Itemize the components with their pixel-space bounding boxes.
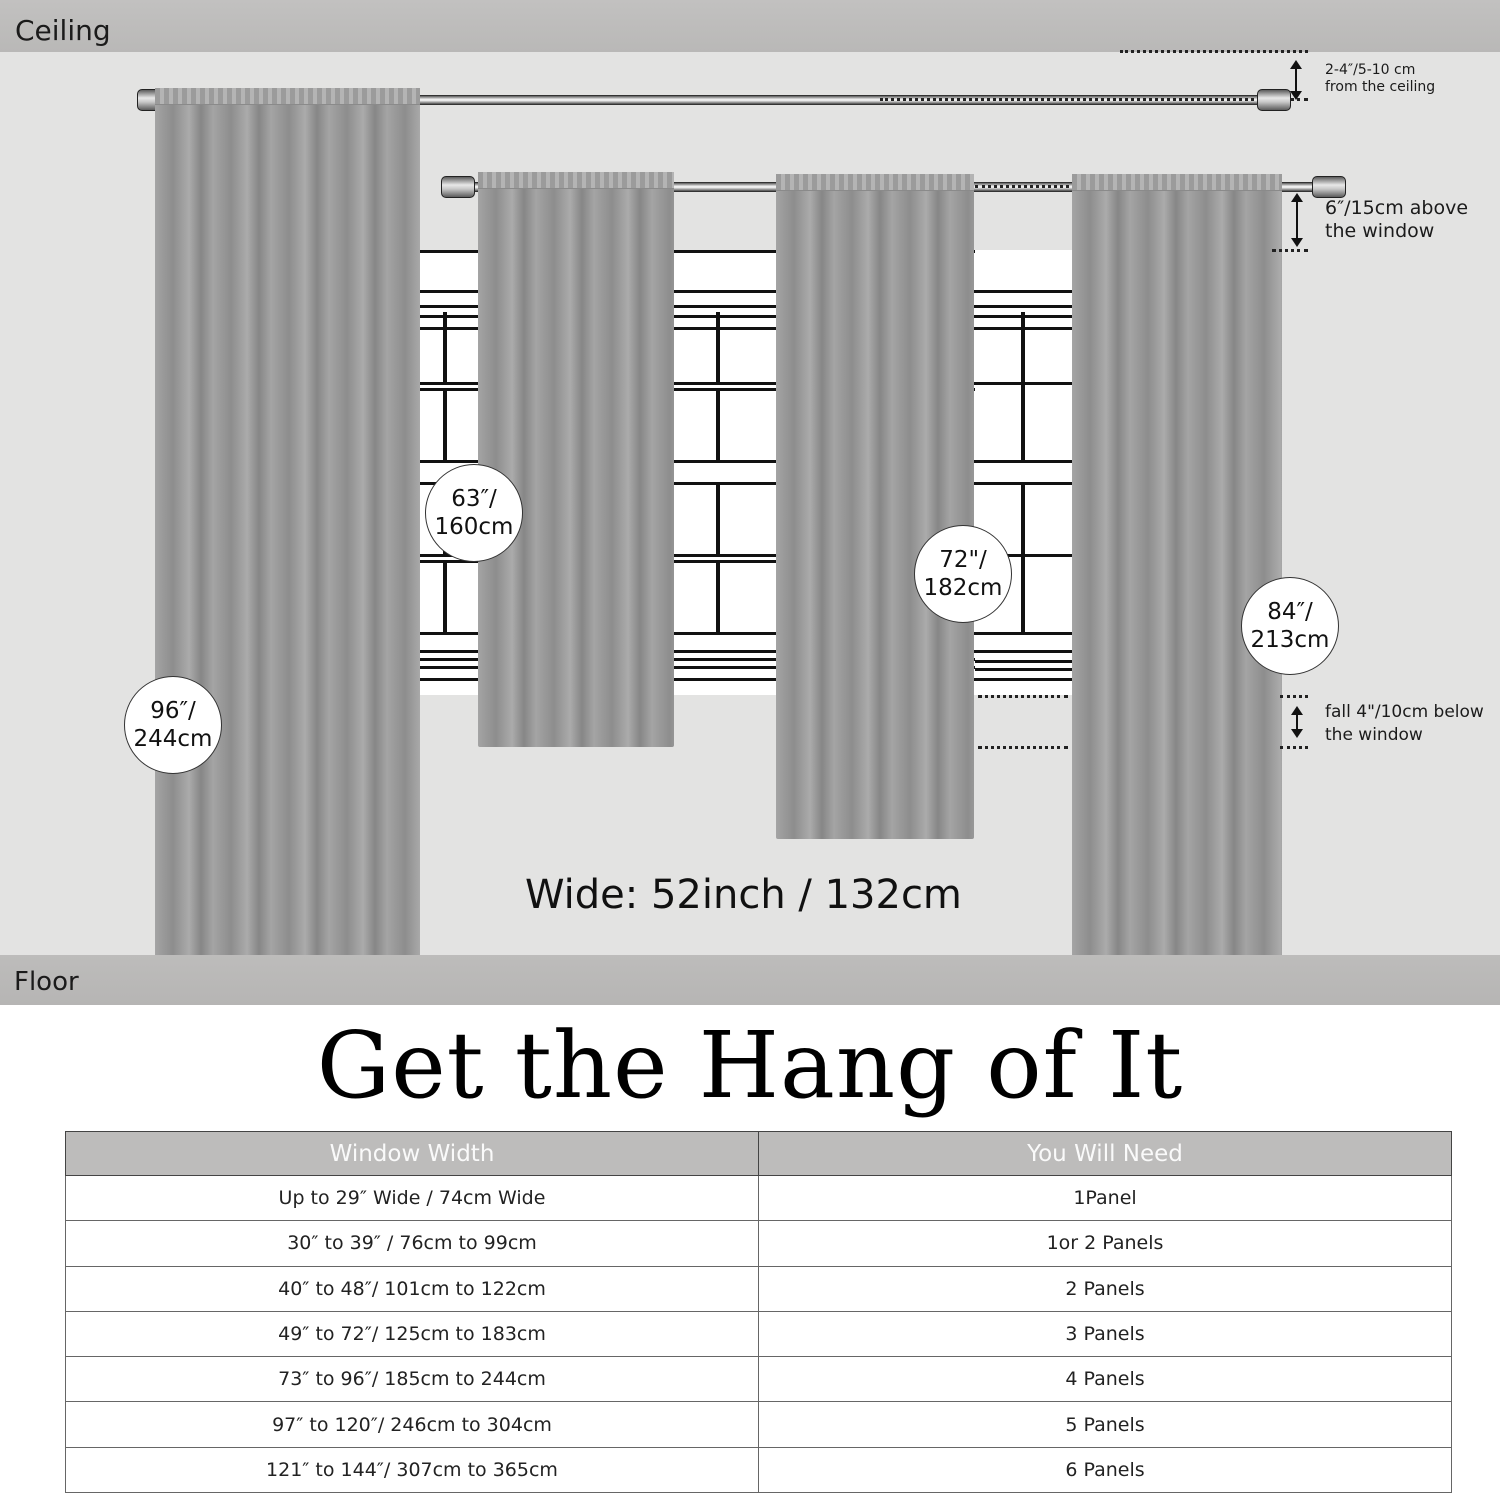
ceiling-label: Ceiling — [15, 14, 111, 47]
panel-sizing-table — [65, 1131, 1452, 1493]
curtain-width-label: Wide: 52inch / 132cm — [525, 872, 962, 918]
ceiling-gap-note: 2-4″/5-10 cm from the ceiling — [1325, 62, 1436, 95]
window-top-guide-line — [1272, 249, 1308, 252]
rod-extension-dots — [975, 185, 1075, 188]
column-header-you-will-need: You Will Need — [759, 1132, 1452, 1176]
window-width-cell: Up to 29″ Wide / 74cm Wide — [66, 1176, 759, 1221]
table-row — [66, 1311, 1452, 1356]
column-header-window-width: Window Width — [66, 1132, 759, 1176]
floor-label: Floor — [14, 967, 79, 997]
window-width-cell: 121″ to 144″/ 307cm to 365cm — [66, 1447, 759, 1492]
window-bottom-guide-line — [1280, 695, 1308, 698]
above-window-note: 6″/15cm above the window — [1325, 197, 1469, 242]
window-width-cell: 49″ to 72″/ 125cm to 183cm — [66, 1311, 759, 1356]
below-window-note: fall 4"/10cm below the window — [1325, 702, 1484, 745]
guide-title: Get the Hang of It — [316, 1012, 1184, 1119]
curtain-panel-72in — [776, 174, 974, 839]
hem-guide-line — [1280, 746, 1308, 749]
panels-needed-cell: 3 Panels — [759, 1311, 1452, 1356]
table-row — [66, 1266, 1452, 1311]
window-width-cell: 40″ to 48″/ 101cm to 122cm — [66, 1266, 759, 1311]
rod-extension-dots — [880, 98, 1260, 101]
curtain-panel-96in — [155, 88, 420, 973]
rod-finial-right — [1312, 176, 1346, 198]
rod-finial-left — [441, 176, 475, 198]
table-row — [66, 1221, 1452, 1266]
curtain-panel-63in — [478, 172, 674, 747]
double-arrow-icon — [1296, 708, 1298, 736]
rod-guide-line — [1290, 98, 1308, 101]
panels-needed-cell: 4 Panels — [759, 1357, 1452, 1402]
length-badge-96in: 96″/ 244cm — [124, 676, 222, 774]
rod-finial-right — [1257, 89, 1291, 111]
table-row — [66, 1176, 1452, 1221]
panels-needed-cell: 1or 2 Panels — [759, 1221, 1452, 1266]
window-width-cell: 97″ to 120″/ 246cm to 304cm — [66, 1402, 759, 1447]
panels-needed-cell: 1Panel — [759, 1176, 1452, 1221]
length-badge-84in: 84″/ 213cm — [1241, 577, 1339, 675]
panels-needed-cell: 6 Panels — [759, 1447, 1452, 1492]
double-arrow-icon — [1295, 62, 1297, 98]
window-bottom-guide-line — [978, 695, 1068, 698]
double-arrow-icon — [1296, 195, 1298, 245]
table-row — [66, 1357, 1452, 1402]
table-row — [66, 1447, 1452, 1492]
window-width-cell: 73″ to 96″/ 185cm to 244cm — [66, 1357, 759, 1402]
curtain-panel-84in — [1072, 174, 1282, 974]
length-badge-72in: 72"/ 182cm — [914, 525, 1012, 623]
length-badge-63in: 63″/ 160cm — [425, 464, 523, 562]
hem-guide-line — [978, 746, 1068, 749]
window-width-cell: 30″ to 39″ / 76cm to 99cm — [66, 1221, 759, 1266]
panels-needed-cell: 5 Panels — [759, 1402, 1452, 1447]
panels-needed-cell: 2 Panels — [759, 1266, 1452, 1311]
table-row — [66, 1402, 1452, 1447]
table-header-row — [66, 1132, 1452, 1176]
ceiling-band — [0, 0, 1500, 52]
ceiling-guide-line — [1120, 50, 1308, 53]
floor-band — [0, 955, 1500, 1005]
window-drawing-right-pane — [975, 250, 1075, 695]
